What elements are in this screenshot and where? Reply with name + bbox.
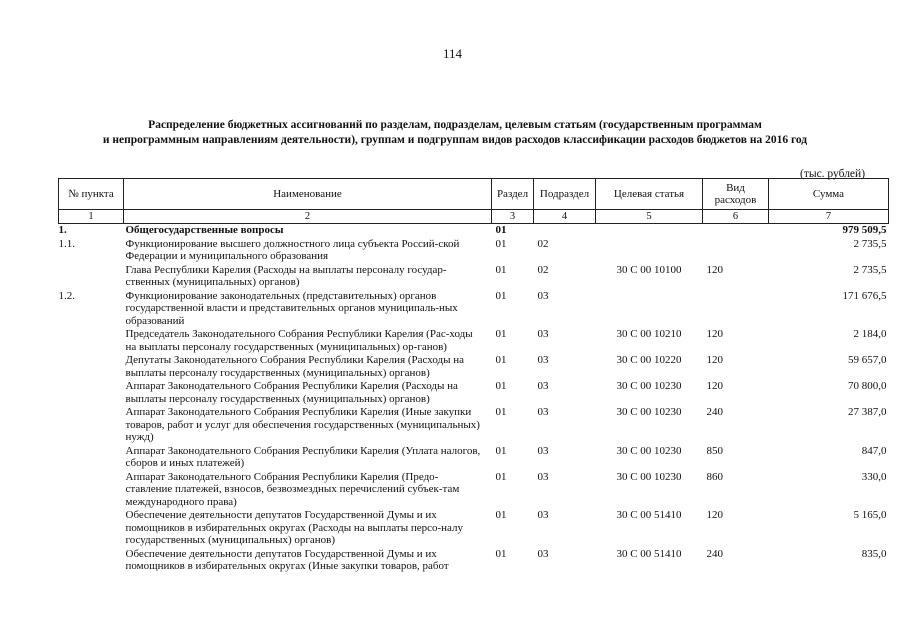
row-expense-type [703,238,769,264]
row-number [59,509,124,548]
row-name: Функционирование законодательных (представительных) органов государственной власти и представительных органов муниципаль-ных образований [125,289,458,327]
row-section: 01 [495,263,507,276]
row-amount: 330,0 [861,470,887,483]
row-amount: 171 676,5 [842,289,887,302]
table-row [59,328,889,354]
row-subsection: 02 [537,263,549,276]
header-expense: Вид расходов [703,179,769,210]
row-section: 01 [495,444,507,457]
header-section: Раздел [492,179,534,210]
row-target-article: 30 С 00 10230 [616,406,682,418]
row-amount: 847,0 [861,444,887,457]
column-number: 5 [596,210,703,224]
row-expense-type: 120 [706,509,723,521]
row-target-article [596,224,703,238]
row-subsection: 03 [537,444,549,457]
row-expense-type [703,224,769,238]
row-number [59,264,124,290]
table-row [59,264,889,290]
row-section: 01 [495,509,507,521]
row-number [59,328,124,354]
table-header-row [59,179,889,210]
table-row [59,354,889,380]
table-row [59,471,889,510]
row-target-article: 30 С 00 10230 [616,444,682,457]
row-number: 1.2. [58,289,75,302]
row-amount: 70 800,0 [848,380,887,392]
row-amount: 979 509,5 [842,224,887,236]
row-name: Обеспечение деятельности депутатов Государственной Думы и их помощников в избирательных округах (Иные закупки товаров, работ [125,547,449,572]
table-row [59,290,889,329]
table-row [59,224,889,238]
row-subsection: 03 [537,289,549,302]
table-body [59,224,889,574]
row-number [59,548,124,574]
row-name: Аппарат Законодательного Собрания Республики Карелия (Расходы на выплаты персоналу государственных (муниципальных) органов) [125,380,458,405]
table-row [59,406,889,445]
row-name: Председатель Законодательного Собрания Республики Карелия (Рас-ходы на выплаты персоналу государственных (муниципальных) ор-ганов) [125,328,473,353]
row-subsection: 03 [537,509,549,521]
row-expense-type: 850 [706,444,723,457]
row-name: Аппарат Законодательного Собрания Республики Карелия (Иные закупки товаров, работ и услуг для обеспечения государственных (муниципальных) нужд) [125,406,480,443]
row-number: 1. [58,224,67,236]
row-amount: 2 735,5 [853,263,887,276]
row-target-article: 30 С 00 10210 [616,328,682,340]
table-row [59,445,889,471]
column-number: 7 [769,210,889,224]
row-number [59,445,124,471]
row-expense-type: 120 [706,380,723,392]
title-line-1: Распределение бюджетных ассигнований по разделам, подразделам, целевым статьям (государственным программам [148,119,762,131]
column-number: 2 [124,210,492,224]
row-name: Обеспечение деятельности депутатов Государственной Думы и их помощников в избирательных округах (Расходы на выплаты персо-налу государственных (муниципальных) органов) [125,509,464,546]
row-subsection: 03 [537,406,549,418]
column-number: 6 [703,210,769,224]
row-expense-type: 860 [706,470,723,483]
header-amount: Сумма [769,179,889,210]
page-title [60,118,850,148]
row-expense-type: 120 [706,354,723,366]
table-row [59,238,889,264]
row-subsection [534,224,596,238]
row-expense-type: 240 [706,406,723,418]
row-subsection: 03 [537,470,549,483]
column-number: 4 [534,210,596,224]
row-number: 1.1. [58,237,75,250]
table-row [59,509,889,548]
row-subsection: 03 [537,328,549,340]
row-target-article: 30 С 00 10230 [616,470,682,483]
row-name: Депутаты Законодательного Собрания Республики Карелия (Расходы на выплаты персоналу государственных (муниципальных) органов) [125,354,465,379]
row-name: Глава Республики Карелия (Расходы на выплаты персоналу государ-ственных (муниципальных) органов) [125,263,447,288]
row-expense-type: 240 [706,547,723,560]
title-line-2: и непрограммным направлениям деятельности), группам и подгруппам видов расходов классификации расходов бюджетов на 2016 год [102,134,808,146]
row-section: 01 [495,237,507,250]
row-amount: 2 184,0 [853,328,887,340]
row-amount: 27 387,0 [848,406,887,418]
row-subsection: 03 [537,354,549,366]
row-target-article: 30 С 00 10220 [616,354,682,366]
row-section: 01 [495,547,507,560]
row-target-article: 30 С 00 51410 [616,509,682,521]
row-section: 01 [495,289,507,302]
row-name: Аппарат Законодательного Собрания Республики Карелия (Уплата налогов, сборов и иных платежей) [125,444,481,469]
column-number: 3 [492,210,534,224]
row-number [59,471,124,510]
row-subsection: 03 [537,547,549,560]
row-number [59,354,124,380]
row-section: 01 [495,470,507,483]
row-name: Аппарат Законодательного Собрания Республики Карелия (Предо-ставление платежей, взносов, безвозмездных перечислений субъек-там международного права) [125,470,460,508]
table-row [59,548,889,574]
row-amount: 2 735,5 [853,237,887,250]
budget-table [58,178,889,574]
row-section: 01 [495,354,507,366]
column-number-row [59,210,889,224]
row-section: 01 [495,380,507,392]
row-amount: 59 657,0 [848,354,887,366]
row-subsection: 02 [537,237,549,250]
row-target-article: 30 С 00 51410 [616,547,682,560]
column-number: 1 [59,210,124,224]
row-subsection: 03 [537,380,549,392]
row-section: 01 [495,406,507,418]
row-target-article: 30 С 00 10100 [616,263,682,276]
row-expense-type: 120 [706,263,723,276]
row-name: Функционирование высшего должностного лица субъекта Россий-ской Федерации и муниципального образования [125,237,460,262]
row-expense-type [703,290,769,329]
header-target: Целевая статья [596,179,703,210]
row-amount: 5 165,0 [853,509,887,521]
row-amount: 835,0 [861,547,887,560]
row-target-article: 30 С 00 10230 [616,380,682,392]
row-target-article [596,290,703,329]
row-name: Общегосударственные вопросы [125,224,284,236]
header-name: Наименование [124,179,492,210]
row-number [59,380,124,406]
row-section: 01 [495,328,507,340]
table-row [59,380,889,406]
units-label: (тыс. рублей) [800,168,866,180]
row-expense-type: 120 [706,328,723,340]
page-number: 114 [442,46,463,61]
header-subsection: Подраздел [534,179,596,210]
row-target-article [596,238,703,264]
row-number [59,406,124,445]
row-section: 01 [495,224,507,236]
header-num: № пункта [59,179,124,210]
